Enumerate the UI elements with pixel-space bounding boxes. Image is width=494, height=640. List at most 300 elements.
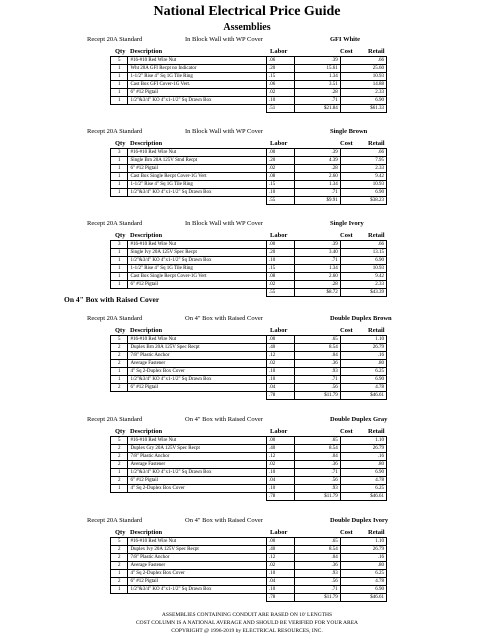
row-labor: .00 (266, 149, 294, 157)
row-description: Cast Box Single Recpt Cover-1G Vert (128, 273, 267, 281)
row-labor: .12 (266, 352, 294, 360)
row-labor: .02 (266, 360, 294, 368)
section-mounting: On 4" Box with Raised Cover (185, 517, 263, 524)
row-description: 1/2"&3/4" KO 4"x1-1/2" Sq Drawn Box (128, 257, 267, 265)
row-labor: .04 (266, 477, 294, 485)
header-retail: Retail (368, 48, 385, 55)
total-cost: $11.79 (294, 594, 340, 602)
table-row (111, 157, 387, 165)
header-cost: Cost (340, 428, 353, 435)
row-retail: .16 (340, 453, 386, 461)
row-qty: 1 (111, 189, 128, 197)
header-labor: Labor (270, 327, 288, 334)
header-cost: Cost (340, 529, 353, 536)
row-cost: .28 (294, 281, 340, 289)
row-description: 4" Sq 2-Duplex Box Cover (128, 368, 267, 376)
row-qty: 2 (111, 445, 128, 453)
row-cost: .71 (294, 257, 340, 265)
row-qty: 1 (111, 157, 128, 165)
row-cost: 3.51 (294, 81, 340, 89)
total-labor: .78 (266, 392, 294, 400)
row-cost: .71 (294, 97, 340, 105)
row-cost: .65 (294, 336, 340, 344)
row-labor: .10 (266, 469, 294, 477)
header-cost: Cost (340, 327, 353, 334)
header-labor: Labor (270, 140, 288, 147)
table-row (111, 249, 387, 257)
row-labor: .00 (266, 538, 294, 546)
header-labor: Labor (270, 428, 288, 435)
row-qty: 5 (111, 538, 128, 546)
row-labor: .20 (266, 157, 294, 165)
row-qty: 1 (111, 165, 128, 173)
totals-row (111, 197, 387, 205)
row-qty: 1 (111, 181, 128, 189)
row-description: 6" #12 Pigtail (128, 477, 267, 485)
row-qty: 1 (111, 73, 128, 81)
row-labor: .40 (266, 344, 294, 352)
section-variant: Double Duplex Brown (330, 315, 392, 322)
row-retail: .66 (340, 149, 386, 157)
row-cost: 3.40 (294, 249, 340, 257)
table-row (111, 173, 387, 181)
row-description: 1-1/2" Rise 4" Sq 1G Tile Ring (128, 265, 267, 273)
table-row (111, 360, 387, 368)
row-cost: .36 (294, 562, 340, 570)
row-cost: .65 (294, 437, 340, 445)
table-row (111, 376, 387, 384)
row-cost: 2.60 (294, 273, 340, 281)
row-qty: 2 (111, 554, 128, 562)
total-retail: $46.61 (340, 594, 386, 602)
row-description: #16-#10 Red Wire Nut (128, 241, 267, 249)
row-labor: .10 (266, 97, 294, 105)
section-variant: GFI White (330, 36, 361, 43)
table-row (111, 165, 387, 173)
row-qty: 1 (111, 249, 128, 257)
row-labor: .10 (266, 586, 294, 594)
totals-row (111, 392, 387, 400)
row-retail: 10.93 (340, 265, 386, 273)
table-header (110, 232, 387, 240)
row-labor: .20 (266, 249, 294, 257)
row-retail: 2.33 (340, 165, 386, 173)
row-cost: .65 (294, 538, 340, 546)
table-row (111, 257, 387, 265)
header-cost: Cost (340, 232, 353, 239)
row-retail: 6.90 (340, 376, 386, 384)
header-qty: Qty (115, 428, 126, 435)
row-cost: .04 (294, 352, 340, 360)
section-mounting: On 4" Box with Raised Cover (185, 315, 263, 322)
page-subtitle: Assemblies (223, 22, 271, 33)
row-cost: .56 (294, 384, 340, 392)
table-header (110, 428, 387, 436)
header-qty: Qty (115, 140, 126, 147)
row-labor: .02 (266, 281, 294, 289)
row-qty: 1 (111, 376, 128, 384)
row-retail: 14.88 (340, 81, 386, 89)
row-qty: 2 (111, 352, 128, 360)
row-description: #16-#10 Red Wire Nut (128, 57, 267, 65)
row-retail: 10.93 (340, 73, 386, 81)
header-labor: Labor (270, 232, 288, 239)
table-row (111, 368, 387, 376)
row-cost: .71 (294, 189, 340, 197)
row-retail: 6.90 (340, 257, 386, 265)
section-type: Recept 20A Standard (87, 315, 143, 322)
totals-blank (128, 105, 267, 113)
table-row (111, 336, 387, 344)
row-qty: 1 (111, 485, 128, 493)
row-cost: .71 (294, 469, 340, 477)
row-cost: .93 (294, 485, 340, 493)
header-retail: Retail (368, 232, 385, 239)
totals-blank (128, 392, 267, 400)
row-qty: 1 (111, 281, 128, 289)
row-qty: 2 (111, 344, 128, 352)
header-cost: Cost (340, 140, 353, 147)
row-cost: .71 (294, 586, 340, 594)
header-cost: Cost (340, 48, 353, 55)
row-labor: .40 (266, 546, 294, 554)
row-retail: 6.90 (340, 469, 386, 477)
row-retail: 6.25 (340, 368, 386, 376)
table-row (111, 189, 387, 197)
table-row (111, 554, 387, 562)
row-labor: .10 (266, 485, 294, 493)
section-type: Recept 20A Standard (87, 36, 143, 43)
row-retail: 10.93 (340, 181, 386, 189)
row-cost: .71 (294, 376, 340, 384)
row-cost: .04 (294, 453, 340, 461)
table-row (111, 81, 387, 89)
row-retail: 1.10 (340, 437, 386, 445)
items-table (110, 240, 387, 297)
row-labor: .12 (266, 453, 294, 461)
footer-line-2: COST COLUMN IS A NATIONAL AVERAGE AND SHOULD BE VERIFIED FOR YOUR AREA (135, 620, 359, 626)
total-cost: $11.79 (294, 392, 340, 400)
header-retail: Retail (368, 428, 385, 435)
table-header (110, 48, 387, 56)
row-description: 1/2"&3/4" KO 4"x1-1/2" Sq Drawn Box (128, 586, 267, 594)
row-retail: 4.78 (340, 477, 386, 485)
row-description: 7/8" Plastic Anchor (128, 352, 267, 360)
row-retail: 2.33 (340, 89, 386, 97)
row-qty: 5 (111, 336, 128, 344)
header-retail: Retail (368, 140, 385, 147)
row-retail: 7.95 (340, 157, 386, 165)
row-retail: 26.79 (340, 445, 386, 453)
totals-blank (111, 594, 128, 602)
row-retail: 13.15 (340, 249, 386, 257)
header-qty: Qty (115, 48, 126, 55)
table-header (110, 327, 387, 335)
row-cost: 8.54 (294, 445, 340, 453)
section-mounting: On 4" Box with Raised Cover (185, 416, 263, 423)
row-retail: .16 (340, 554, 386, 562)
row-description: 1/2"&3/4" KO 4"x1-1/2" Sq Drawn Box (128, 97, 267, 105)
row-labor: .08 (266, 273, 294, 281)
section-type: Recept 20A Standard (87, 128, 143, 135)
row-retail: 4.78 (340, 578, 386, 586)
row-labor: .15 (266, 181, 294, 189)
row-description: 6" #12 Pigtail (128, 165, 267, 173)
header-labor: Labor (270, 48, 288, 55)
row-qty: 1 (111, 81, 128, 89)
items-table (110, 148, 387, 205)
header-description: Description (130, 48, 163, 55)
total-retail: $46.61 (340, 392, 386, 400)
header-description: Description (130, 529, 163, 536)
row-cost: .28 (294, 165, 340, 173)
row-labor: .00 (266, 241, 294, 249)
row-cost: .93 (294, 570, 340, 578)
row-cost: 1.34 (294, 73, 340, 81)
row-description: 4" Sq 2-Duplex Box Cover (128, 570, 267, 578)
row-retail: 1.10 (340, 336, 386, 344)
row-description: 6" #12 Pigtail (128, 578, 267, 586)
header-qty: Qty (115, 232, 126, 239)
row-description: Average Fastener (128, 360, 267, 368)
row-retail: .16 (340, 352, 386, 360)
table-row (111, 265, 387, 273)
row-retail: 9.42 (340, 273, 386, 281)
table-row (111, 181, 387, 189)
table-row (111, 546, 387, 554)
row-description: 6" #12 Pigtail (128, 281, 267, 289)
table-row (111, 73, 387, 81)
row-qty: 1 (111, 469, 128, 477)
row-description: 1-1/2" Rise 4" Sq 1G Tile Ring (128, 181, 267, 189)
row-cost: .28 (294, 89, 340, 97)
table-row (111, 477, 387, 485)
row-labor: .06 (266, 81, 294, 89)
row-cost: .39 (294, 149, 340, 157)
section-type: Recept 20A Standard (87, 416, 143, 423)
header-description: Description (130, 327, 163, 334)
total-retail: $43.39 (340, 289, 386, 297)
row-cost: 8.54 (294, 344, 340, 352)
row-description: Cast Box GFI Cover-1G Vert. (128, 81, 267, 89)
row-cost: 2.60 (294, 173, 340, 181)
totals-blank (111, 197, 128, 205)
row-retail: 6.90 (340, 97, 386, 105)
row-retail: 4.78 (340, 384, 386, 392)
table-row (111, 453, 387, 461)
total-cost: $8.72 (294, 289, 340, 297)
totals-blank (128, 594, 267, 602)
row-retail: 6.25 (340, 570, 386, 578)
table-row (111, 586, 387, 594)
table-row (111, 281, 387, 289)
row-labor: .02 (266, 89, 294, 97)
header-retail: Retail (368, 327, 385, 334)
totals-blank (128, 197, 267, 205)
row-qty: 1 (111, 97, 128, 105)
items-table (110, 335, 387, 400)
row-retail: 1.10 (340, 538, 386, 546)
row-description: #16-#10 Red Wire Nut (128, 437, 267, 445)
row-qty: 1 (111, 570, 128, 578)
row-description: 1/2"&3/4" KO 4"x1-1/2" Sq Drawn Box (128, 469, 267, 477)
row-cost: 4.39 (294, 157, 340, 165)
total-retail: $46.61 (340, 493, 386, 501)
row-description: 1/2"&3/4" KO 4"x1-1/2" Sq Drawn Box (128, 189, 267, 197)
row-description: 1/2"&3/4" KO 4"x1-1/2" Sq Drawn Box (128, 376, 267, 384)
section-mounting: In Block Wall with WP Cover (185, 128, 263, 135)
table-row (111, 149, 387, 157)
row-labor: .15 (266, 265, 294, 273)
row-qty: 1 (111, 368, 128, 376)
row-labor: .06 (266, 57, 294, 65)
row-retail: .80 (340, 562, 386, 570)
items-table (110, 537, 387, 602)
header-qty: Qty (115, 529, 126, 536)
total-labor: .78 (266, 493, 294, 501)
row-cost: .36 (294, 461, 340, 469)
row-qty: 5 (111, 57, 128, 65)
section-variant: Single Ivory (330, 220, 364, 227)
header-retail: Retail (368, 529, 385, 536)
table-row (111, 384, 387, 392)
header-description: Description (130, 140, 163, 147)
totals-row (111, 105, 387, 113)
row-labor: .15 (266, 73, 294, 81)
row-cost: .56 (294, 477, 340, 485)
row-retail: 2.33 (340, 281, 386, 289)
row-qty: 1 (111, 89, 128, 97)
total-labor: .55 (266, 289, 294, 297)
row-qty: 1 (111, 65, 128, 73)
row-description: Cast Box Single Recpt Cover-1G Vert (128, 173, 267, 181)
row-labor: .12 (266, 554, 294, 562)
table-row (111, 273, 387, 281)
row-qty: 1 (111, 257, 128, 265)
row-cost: .56 (294, 578, 340, 586)
table-row (111, 538, 387, 546)
total-cost: $11.79 (294, 493, 340, 501)
row-labor: .10 (266, 368, 294, 376)
total-cost: $21.84 (294, 105, 340, 113)
total-retail: $61.33 (340, 105, 386, 113)
row-retail: 26.79 (340, 344, 386, 352)
row-description: Single Brn 20A 125V Stnd Recpt (128, 157, 267, 165)
row-retail: 6.25 (340, 485, 386, 493)
row-qty: 2 (111, 477, 128, 485)
totals-row (111, 493, 387, 501)
row-description: #16-#10 Red Wire Nut (128, 149, 267, 157)
page-title: National Electrical Price Guide (153, 4, 341, 19)
total-cost: $9.91 (294, 197, 340, 205)
row-qty: 3 (111, 149, 128, 157)
row-retail: .80 (340, 461, 386, 469)
total-labor: .55 (266, 197, 294, 205)
section-mounting: In Block Wall with WP Cover (185, 220, 263, 227)
row-description: Duplex Gry 20A 125V Spec Recpt (128, 445, 267, 453)
total-retail: $38.23 (340, 197, 386, 205)
row-qty: 2 (111, 453, 128, 461)
row-labor: .04 (266, 578, 294, 586)
items-table (110, 436, 387, 501)
row-qty: 2 (111, 562, 128, 570)
row-retail: .66 (340, 57, 386, 65)
section-variant: Double Duplex Ivory (330, 517, 389, 524)
table-row (111, 485, 387, 493)
totals-blank (111, 493, 128, 501)
footer-line-1: ASSEMBLIES CONTAINING CONDUIT ARE BASED ON 10' LENGTHS (161, 612, 333, 618)
row-labor: .10 (266, 257, 294, 265)
row-retail: 9.42 (340, 173, 386, 181)
row-cost: .39 (294, 241, 340, 249)
row-qty: 1 (111, 273, 128, 281)
row-qty: 1 (111, 586, 128, 594)
row-labor: .08 (266, 173, 294, 181)
row-labor: .20 (266, 65, 294, 73)
row-qty: 2 (111, 546, 128, 554)
totals-blank (111, 392, 128, 400)
row-labor: .02 (266, 461, 294, 469)
row-qty: 5 (111, 437, 128, 445)
table-row (111, 241, 387, 249)
items-table (110, 56, 387, 113)
row-qty: 2 (111, 384, 128, 392)
totals-blank (111, 105, 128, 113)
row-qty: 2 (111, 360, 128, 368)
row-labor: .10 (266, 189, 294, 197)
row-cost: 1.34 (294, 265, 340, 273)
table-row (111, 469, 387, 477)
row-description: 4" Sq 2-Duplex Box Cover (128, 485, 267, 493)
table-row (111, 57, 387, 65)
row-labor: .40 (266, 445, 294, 453)
row-qty: 2 (111, 461, 128, 469)
total-labor: .78 (266, 594, 294, 602)
table-row (111, 570, 387, 578)
row-retail: .66 (340, 241, 386, 249)
row-description: Average Fastener (128, 461, 267, 469)
row-description: 7/8" Plastic Anchor (128, 554, 267, 562)
table-row (111, 445, 387, 453)
row-labor: .02 (266, 165, 294, 173)
table-row (111, 437, 387, 445)
table-row (111, 344, 387, 352)
header-description: Description (130, 232, 163, 239)
group-heading: On 4" Box with Raised Cover (64, 295, 160, 304)
table-row (111, 89, 387, 97)
row-cost: 1.34 (294, 181, 340, 189)
row-retail: 6.90 (340, 189, 386, 197)
header-description: Description (130, 428, 163, 435)
row-retail: 6.90 (340, 586, 386, 594)
row-description: Average Fastener (128, 562, 267, 570)
row-qty: 2 (111, 578, 128, 586)
table-header (110, 529, 387, 537)
header-qty: Qty (115, 327, 126, 334)
row-qty: 1 (111, 265, 128, 273)
row-cost: .04 (294, 554, 340, 562)
row-cost: 8.54 (294, 546, 340, 554)
section-type: Recept 20A Standard (87, 220, 143, 227)
header-labor: Labor (270, 529, 288, 536)
table-row (111, 65, 387, 73)
row-description: Duplex Brn 20A 125V Spec Recpt (128, 344, 267, 352)
row-labor: .00 (266, 336, 294, 344)
row-description: Single Ivy 20A 125V Spec Recpt (128, 249, 267, 257)
row-retail: 26.79 (340, 546, 386, 554)
section-variant: Double Duplex Gray (330, 416, 388, 423)
row-description: 7/8" Plastic Anchor (128, 453, 267, 461)
